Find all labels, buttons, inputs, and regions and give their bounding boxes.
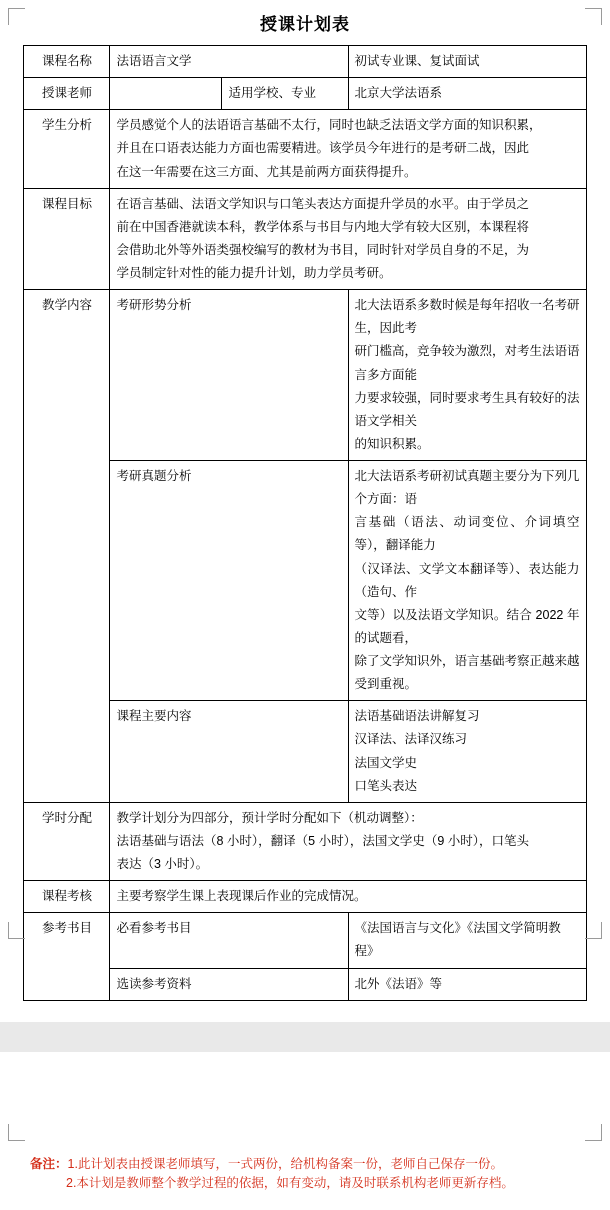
row-label-course-name: 课程名称 — [24, 46, 110, 78]
crop-mark-bottom-left — [8, 922, 25, 939]
cell-optional-books — [348, 968, 586, 1000]
text-line: 学员感觉个人的法语语言基础不太行，同时也缺乏法语文学方面的知识积累， — [116, 118, 542, 133]
text-line: 汉译法、法译汉练习 — [354, 732, 468, 747]
subrow-label-required-books: 必看参考书目 — [110, 913, 348, 968]
table-row — [24, 913, 586, 968]
table-row — [24, 46, 586, 78]
cell-school-major-value: 北京大学法语系 — [348, 78, 586, 110]
table-row — [24, 110, 586, 188]
cell-student-analysis — [110, 110, 586, 188]
text-line: 北外《法语》等 — [354, 976, 443, 991]
text-line: 北大法语系多数时候是每年招收一名考研生，因此考 — [354, 298, 580, 336]
crop-mark-page2-right — [585, 1124, 602, 1141]
footer-text-1: 1.此计划表由授课老师填写，一式两份，给机构备案一份，老师自己保存一份。 — [67, 1157, 503, 1171]
text-line: 法国文学史 — [354, 755, 418, 770]
text-line: 法语基础语法讲解复习 — [354, 709, 480, 724]
crop-mark-page2-left — [8, 1124, 25, 1141]
crop-mark-top-right — [585, 8, 602, 25]
text-line: 表达（3 小时）。 — [116, 857, 209, 871]
text-line: 北大法语系考研初试真题主要分为下列几个方面：语 — [354, 469, 580, 507]
text-line: 法语基础与语法（8 小时），翻译（5 小时），法国文学史（9 小时），口笔头 — [116, 833, 530, 848]
subrow-label-past-papers: 考研真题分析 — [110, 461, 348, 701]
row-label-school-major: 适用学校、专业 — [222, 78, 348, 110]
footer-note — [30, 1155, 586, 1194]
crop-mark-top-left — [8, 8, 25, 25]
cell-required-books — [348, 913, 586, 968]
subrow-label-main-content: 课程主要内容 — [110, 701, 348, 803]
cell-hours-allocation — [110, 802, 586, 880]
cell-course-goal — [110, 188, 586, 290]
cell-main-content — [348, 701, 586, 803]
text-line: （汉译法、文学文本翻译等）、表达能力（造句、作 — [354, 561, 580, 599]
text-line: 在这一年需要在这三方面、尤其是前两方面获得提升。 — [116, 164, 417, 179]
text-line: 言基础（语法、动词变位、介词填空等），翻译能力 — [354, 515, 580, 553]
table-row — [24, 802, 586, 880]
text-line: 文等）以及法语文学知识。结合 2022 年的试题看， — [354, 607, 580, 645]
text-line: 研门槛高，竞争较为激烈，对考生法语语言多方面能 — [354, 344, 580, 382]
text-line: 《法国语言与文化》《法国文学简明教程》 — [354, 921, 561, 959]
text-line: 学员制定针对性的能力提升计划，助力学员考研。 — [116, 266, 392, 280]
text-line: 会借助北外等外语类强校编写的教材为书目，同时针对学员自身的不足，为 — [116, 242, 529, 257]
page-title: 授课计划表 — [260, 15, 350, 34]
cell-course-name-value: 法语语言文学 — [110, 46, 348, 78]
page-separator-band — [0, 1022, 610, 1052]
row-label-student-analysis: 学生分析 — [24, 110, 110, 188]
text-line: 力要求较强，同时要求考生具有较好的法语文学相关 — [354, 390, 580, 428]
row-label-teacher: 授课老师 — [24, 78, 110, 110]
row-label-course-goal: 课程目标 — [24, 188, 110, 290]
table-row — [24, 78, 586, 110]
text-line: 的知识积累。 — [354, 436, 430, 451]
cell-subject-wrapper — [348, 46, 586, 78]
text-line: 教学计划分为四部分，预计学时分配如下（机动调整）： — [116, 810, 423, 825]
text-line: 主要考察学生课上表现课后作业的完成情况。 — [116, 889, 367, 904]
text-line: 除了文学知识外，语言基础考察正越来越受到重视。 — [354, 654, 580, 692]
subrow-label-exam-situation: 考研形势分析 — [110, 290, 348, 461]
row-label-hours-allocation: 学时分配 — [24, 802, 110, 880]
footer-text-2: 2.本计划是教师整个教学过程的依据，如有变动，请及时联系机构老师更新存档。 — [66, 1176, 514, 1191]
table-row — [24, 290, 586, 461]
crop-mark-bottom-right — [585, 922, 602, 939]
table-row — [24, 188, 586, 290]
text-line: 口笔头表达 — [354, 778, 418, 793]
cell-teacher-value — [110, 78, 222, 110]
text-line: 在语言基础、法语文学知识与口笔头表达方面提升学员的水平。由于学员之 — [116, 196, 529, 211]
cell-exam-situation — [348, 290, 586, 461]
row-label-references: 参考书目 — [24, 913, 110, 1000]
row-label-teaching-content: 教学内容 — [24, 290, 110, 803]
row-label-assessment: 课程考核 — [24, 881, 110, 913]
subrow-label-optional-books: 选读参考资料 — [110, 968, 348, 1000]
text-line: 并且在口语表达能力方面也需要精进。该学员今年进行的是考研二战，因此 — [116, 141, 529, 156]
cell-subject-value: 初试专业课、复试面试 — [354, 54, 480, 68]
cell-past-papers — [348, 461, 586, 701]
table-row — [24, 881, 586, 913]
footer-line-1 — [30, 1155, 586, 1174]
footer-label: 备注： — [30, 1157, 68, 1171]
teaching-plan-table — [23, 45, 586, 1001]
cell-assessment — [110, 881, 586, 913]
text-line: 前在中国香港就读本科，教学体系与书目与内地大学有较大区别，本课程将 — [116, 219, 529, 234]
